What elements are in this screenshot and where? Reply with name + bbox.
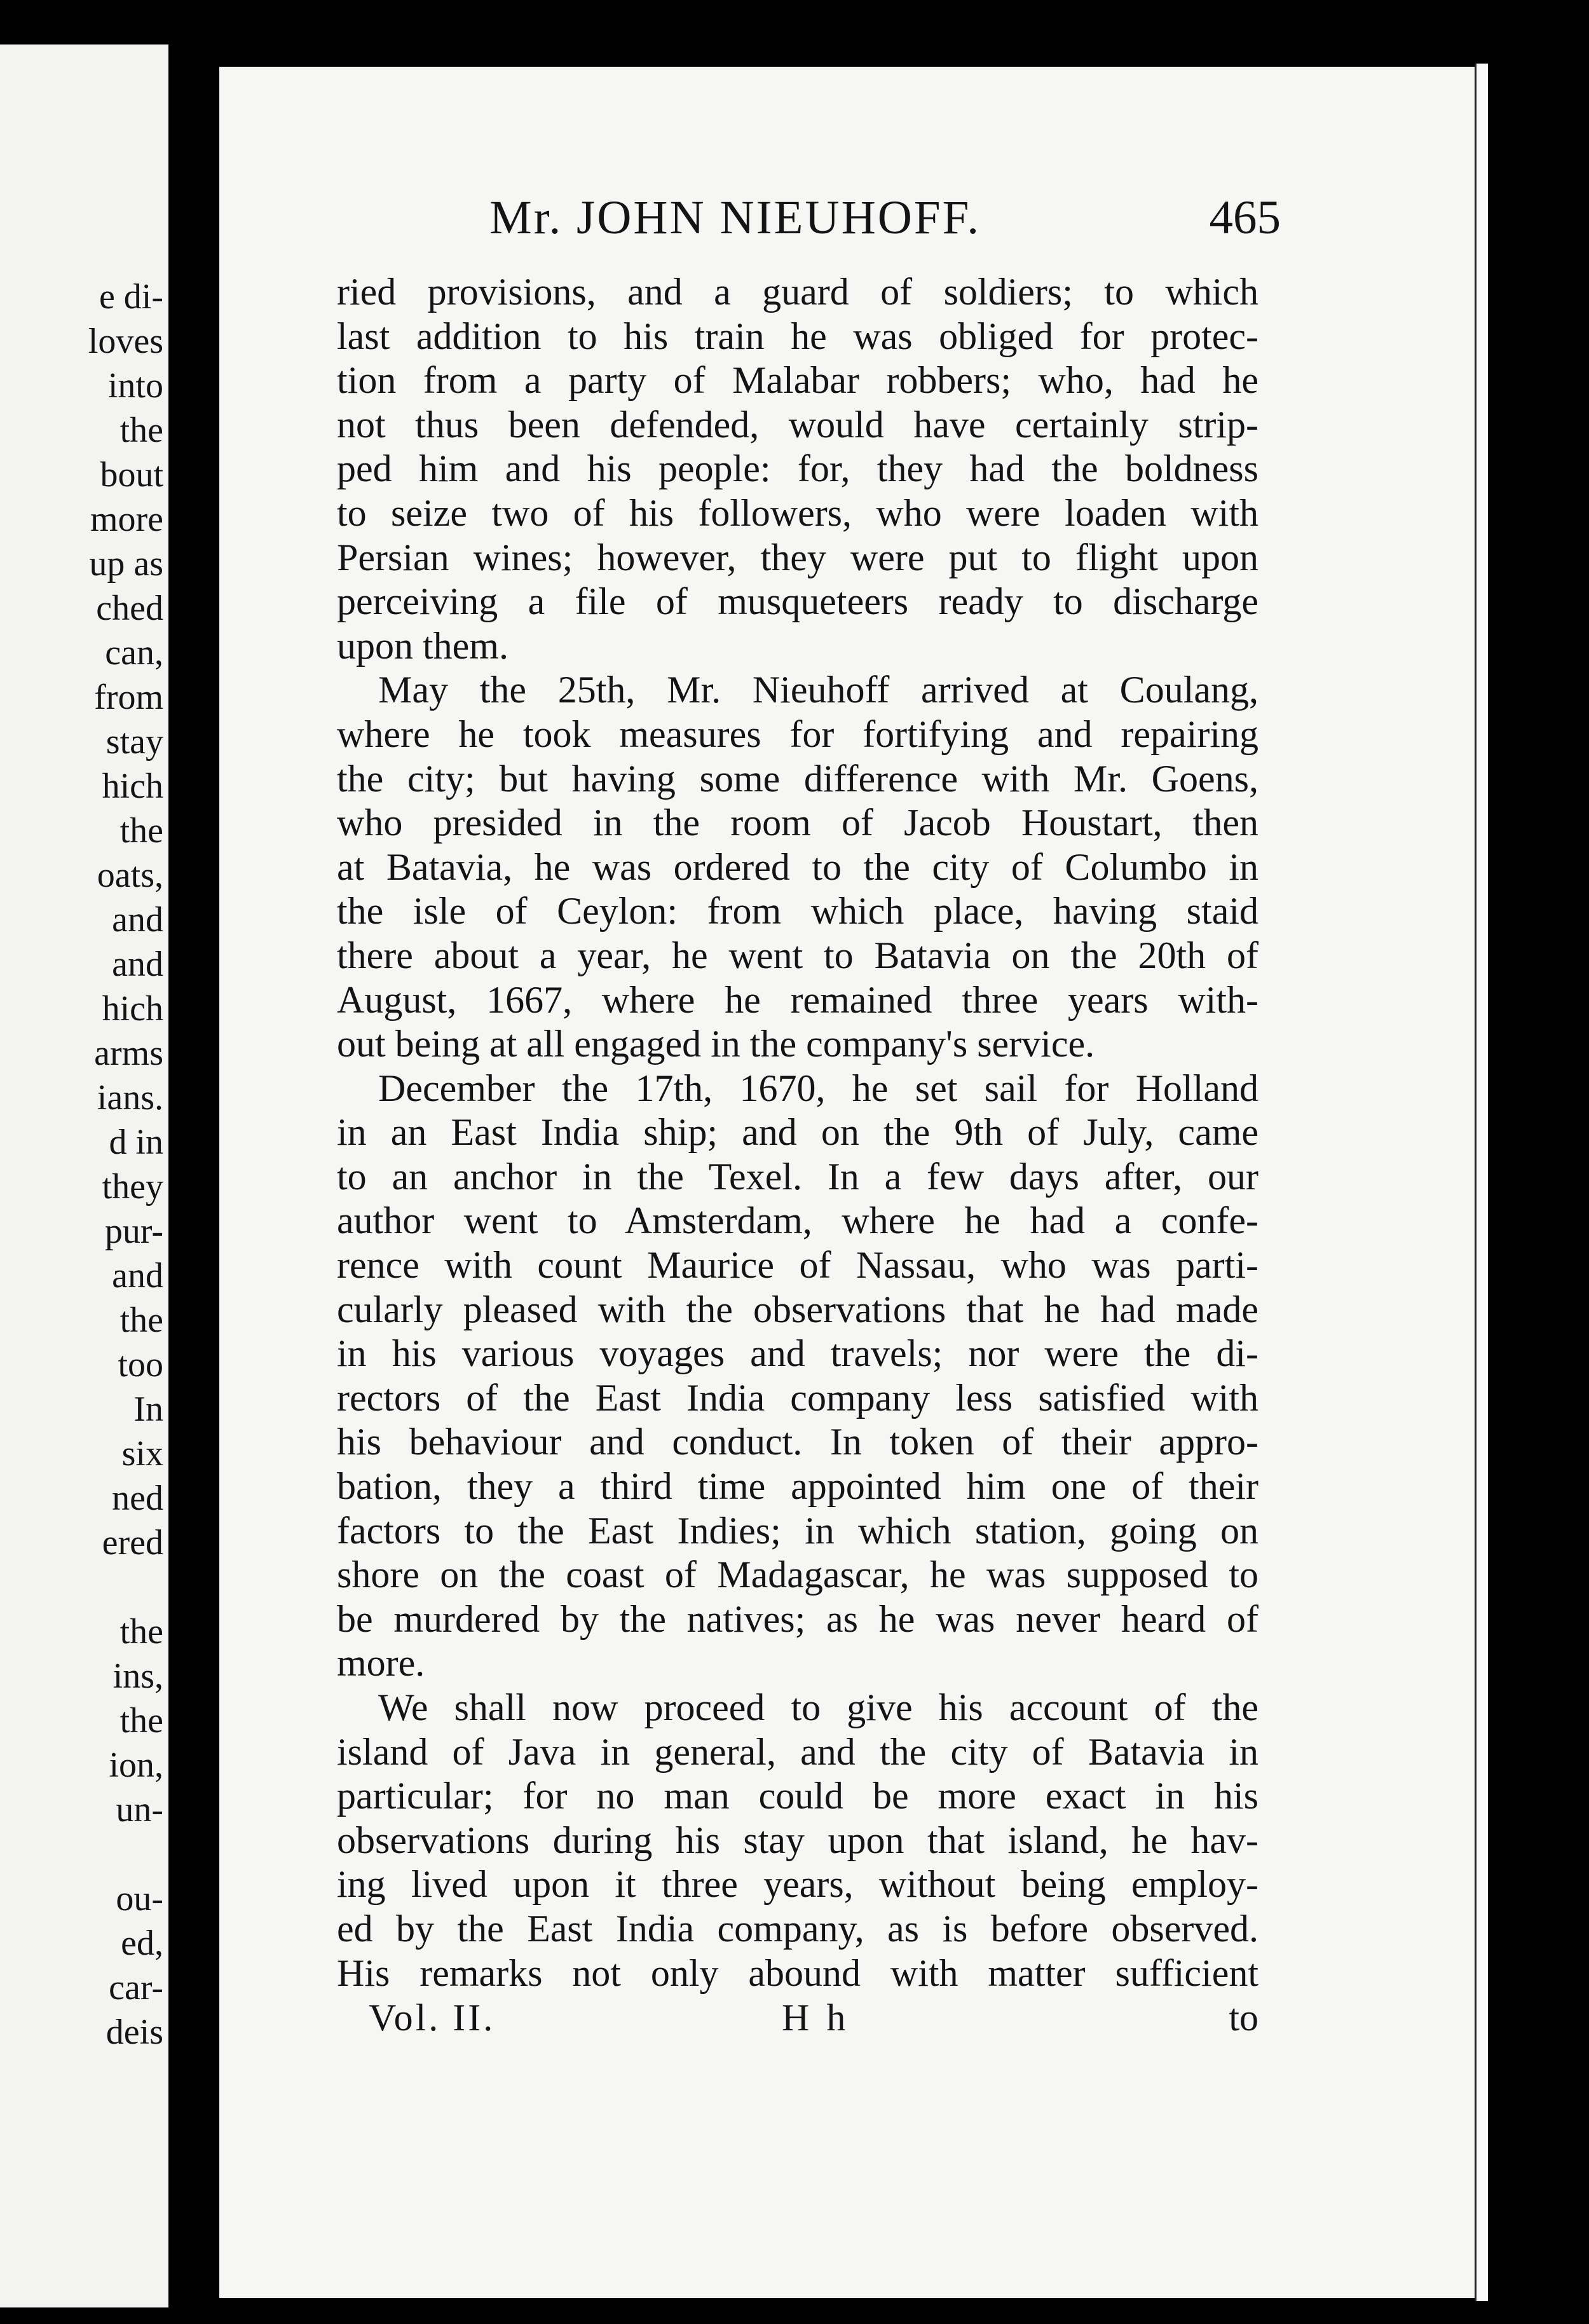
text-line: the isle of Ceylon: from which place, having staid [337, 890, 1258, 933]
left-page-line: car- [109, 1968, 163, 2007]
left-page-line: ned [112, 1479, 163, 1518]
left-page-line: the [119, 811, 163, 851]
text-line: out being at all engaged in the company's service. [337, 1023, 1095, 1065]
text-line: the city; but having some difference with Mr. Goens, [337, 757, 1258, 800]
left-page-line: oats, [97, 856, 163, 895]
text-line: upon them. [337, 624, 508, 667]
sheet-signature-mark: H h [782, 1997, 850, 2039]
text-line: August, 1667, where he remained three years with- [337, 978, 1258, 1021]
left-page-line: ians. [97, 1078, 163, 1118]
text-line: be murdered by the natives; as he was never heard of [337, 1597, 1258, 1640]
page-edge [1475, 64, 1488, 2301]
left-page-line: pur- [104, 1212, 163, 1251]
text-line: ped him and his people: for, they had the boldness [337, 448, 1258, 490]
body-text [337, 270, 1258, 1995]
left-page-line: e di- [99, 277, 163, 317]
text-line: to seize two of his followers, who were loaden with [337, 491, 1258, 534]
text-line: shore on the coast of Madagascar, he was supposed to [337, 1554, 1258, 1596]
left-page-line: ed, [121, 1924, 163, 1963]
left-page-line: can, [105, 633, 163, 673]
text-line: last addition to his train he was obliged for protec- [337, 315, 1258, 357]
text-line: December the 17th, 1670, he set sail for Holland [378, 1067, 1258, 1109]
left-page-line: they [102, 1167, 163, 1206]
left-page-line: un- [116, 1790, 163, 1829]
text-line: there about a year, he went to Batavia on the 20th of [337, 934, 1258, 976]
paragraph [337, 270, 1258, 668]
left-page-line: ion, [109, 1746, 163, 1785]
left-page-line: the [119, 411, 163, 450]
text-line: rectors of the East India company less satisfied with [337, 1376, 1258, 1419]
text-line: ried provisions, and a guard of soldiers; to which [337, 271, 1258, 313]
text-line: We shall now proceed to give his account of the [378, 1686, 1258, 1728]
text-line: rence with count Maurice of Nassau, who was parti- [337, 1244, 1258, 1287]
text-line: Persian wines; however, they were put to flight upon [337, 536, 1258, 578]
left-page-line: hich [102, 989, 163, 1029]
book-gutter [168, 0, 219, 2324]
text-line: May the 25th, Mr. Nieuhoff arrived at Coulang, [378, 669, 1258, 711]
left-page-line: too [118, 1345, 163, 1384]
text-line: His remarks not only abound with matter sufficient [337, 1951, 1258, 1994]
left-page-line: ou- [116, 1879, 163, 1918]
left-page-line [4, 1832, 163, 1876]
paragraph [337, 668, 1258, 1066]
left-page-line: six [121, 1434, 163, 1473]
left-page-line: loves [88, 322, 163, 361]
left-page-line: and [112, 945, 163, 984]
text-line: tion from a party of Malabar robbers; who, had he [337, 359, 1258, 402]
page-footer [369, 1996, 1258, 2047]
left-page-line: In [133, 1390, 163, 1429]
text-line: who presided in the room of Jacob Houstart, then [337, 802, 1258, 844]
text-line: particular; for no man could be more exact in his [337, 1775, 1258, 1817]
left-page-line: and [112, 1256, 163, 1295]
left-page-line: hich [102, 767, 163, 806]
text-line: more. [337, 1642, 425, 1685]
left-page-line: d in [109, 1123, 163, 1162]
running-title: Mr. JOHN NIEUHOFF. [489, 191, 981, 244]
left-page-line: deis [106, 2013, 163, 2052]
paragraph [337, 1686, 1258, 1995]
text-line: to an anchor in the Texel. In a few days after, our [337, 1155, 1258, 1198]
text-line: factors to the East Indies; in which station, going on [337, 1509, 1258, 1552]
left-page-line [4, 1565, 163, 1610]
text-line: his behaviour and conduct. In token of their appro- [337, 1421, 1258, 1463]
left-page-line: into [107, 366, 163, 406]
text-line: not thus been defended, would have certainly strip- [337, 403, 1258, 446]
text-line: perceiving a file of musqueteers ready to discharge [337, 580, 1258, 623]
text-line: in an East India ship; and on the 9th of July, came [337, 1111, 1258, 1154]
left-page-line: up as [89, 544, 163, 584]
left-page-line: arms [94, 1034, 163, 1073]
text-line: at Batavia, he was ordered to the city of Columbo in [337, 845, 1258, 888]
text-line: ing lived upon it three years, without being employ- [337, 1863, 1258, 1906]
left-page-line: from [94, 678, 163, 717]
paragraph [337, 1067, 1258, 1686]
page-number: 465 [1209, 191, 1281, 244]
text-line: where he took measures for fortifying and repairing [337, 713, 1258, 755]
left-page-line: ered [102, 1523, 163, 1562]
running-head [267, 191, 1281, 254]
left-page-line: bout [100, 455, 163, 495]
text-line: author went to Amsterdam, where he had a confe- [337, 1200, 1258, 1242]
text-line: bation, they a third time appointed him one of their [337, 1465, 1258, 1508]
left-page-line: ched [96, 589, 163, 628]
left-page-line: more [90, 500, 163, 539]
catchword: to [1229, 1997, 1258, 2039]
left-page-text [4, 275, 163, 2054]
left-page-line: the [119, 1701, 163, 1740]
text-line: cularly pleased with the observations that he had made [337, 1288, 1258, 1330]
left-page-fragment [0, 44, 168, 2307]
left-page-line: and [112, 900, 163, 940]
text-line: observations during his stay upon that island, he hav- [337, 1819, 1258, 1861]
text-line: in his various voyages and travels; nor were the di- [337, 1332, 1258, 1375]
volume-signature: Vol. II. [369, 1997, 496, 2039]
left-page-line: the [119, 1612, 163, 1651]
text-line: ed by the East India company, as is before observed. [337, 1907, 1258, 1950]
left-page-line: ins, [113, 1657, 163, 1696]
left-page-line: the [119, 1301, 163, 1340]
left-page-line: stay [106, 722, 163, 762]
text-line: island of Java in general, and the city of Batavia in [337, 1730, 1258, 1773]
